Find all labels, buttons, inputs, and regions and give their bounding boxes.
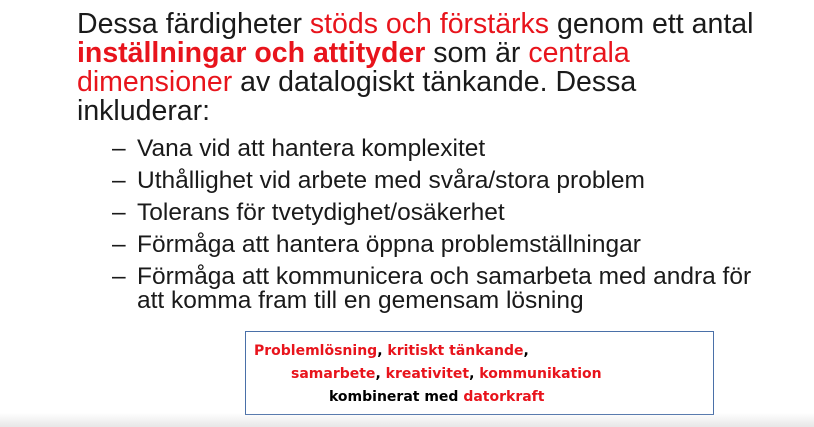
- list-item-text: Uthållighet vid arbete med svåra/stora problem: [137, 167, 645, 194]
- list-item: [112, 137, 752, 161]
- summary-collaboration: samarbete: [291, 366, 376, 382]
- summary-box: [245, 331, 714, 415]
- list-item-text: Förmåga att hantera öppna problemställningar: [137, 231, 641, 258]
- list-item: [112, 265, 752, 313]
- summary-communication: kommunikation: [479, 366, 602, 382]
- intro-text-1: Dessa färdigheter: [77, 8, 310, 40]
- summary-combined-with: kombinerat med: [329, 389, 464, 405]
- bullet-list: [112, 137, 752, 321]
- list-item-text: Tolerans för tvetydighet/osäkerhet: [137, 199, 505, 226]
- summary-row-3: [329, 386, 544, 409]
- list-item-text: Vana vid att hantera komplexitet: [137, 135, 486, 162]
- list-item: [112, 233, 752, 257]
- bullet-dash: –: [112, 231, 126, 258]
- summary-creativity: kreativitet: [385, 366, 470, 382]
- summary-separator: ,: [377, 343, 388, 359]
- summary-separator: ,: [375, 366, 386, 382]
- intro-paragraph: [77, 10, 777, 126]
- summary-row-2: [291, 363, 602, 386]
- list-item: [112, 169, 752, 193]
- bullet-dash: –: [112, 263, 126, 290]
- intro-highlight-supported: stöds och förstärks: [309, 8, 550, 40]
- summary-critical-thinking: kritiskt tänkande: [387, 343, 524, 359]
- bullet-dash: –: [112, 167, 126, 194]
- summary-problem-solving: Problemlösning: [254, 343, 378, 359]
- summary-computing-power: datorkraft: [463, 389, 545, 405]
- bullet-dash: –: [112, 199, 126, 226]
- bullet-dash: –: [112, 135, 126, 162]
- list-item-text: Förmåga att kommunicera och samarbeta med andra för att komma fram till en gemensam lösning: [137, 263, 752, 314]
- intro-text-4: av datalogiskt tänkande. Dessa inkluderar:: [77, 66, 637, 127]
- bottom-shadow: [0, 413, 814, 427]
- intro-highlight-dimensions: centrala dimensioner: [77, 37, 630, 98]
- list-item: [112, 201, 752, 225]
- intro-highlight-attitudes: inställningar och attityder: [77, 37, 426, 69]
- intro-text-2: genom ett antal: [549, 8, 754, 40]
- summary-separator: ,: [469, 366, 480, 382]
- summary-row-1: [254, 340, 529, 363]
- intro-text-3: som är: [425, 37, 529, 69]
- summary-separator: ,: [523, 343, 529, 359]
